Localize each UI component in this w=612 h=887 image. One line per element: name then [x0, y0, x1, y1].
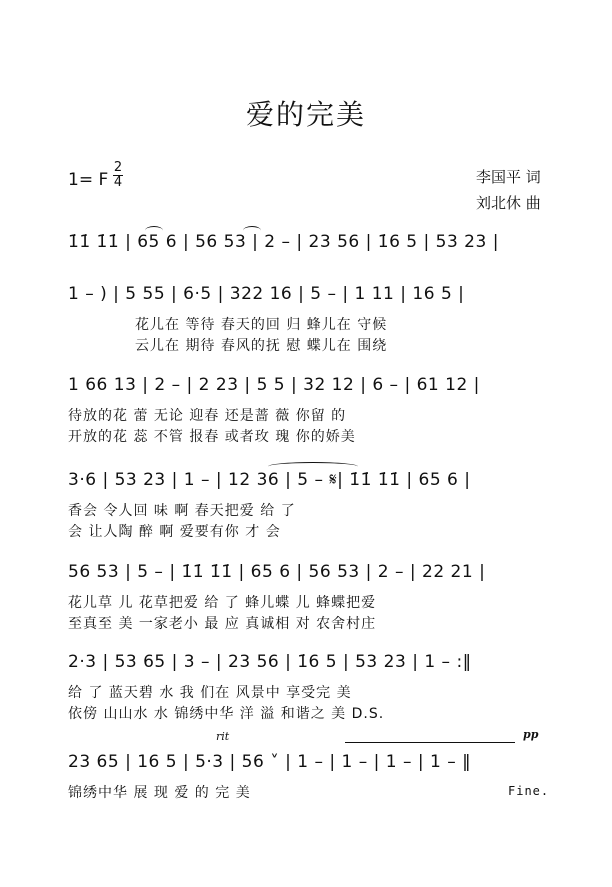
music-system-6: [0, 652, 612, 752]
notation-line: 1̇1̇ 1̇1̇ | 65 6 | 56 53 | 2 – | 23 56 | 1̇6 5 | 53 23 |: [68, 232, 499, 252]
lyrics-verse-2: 开放的花 蕊 不管 报春 或者玫 瑰 你的娇美: [68, 429, 356, 445]
tie-mark: [268, 462, 358, 471]
notation-line: 1 – ) | 5 55 | 6·5 | 322 16 | 5 – | 1 11 | 16 5 |: [68, 284, 465, 304]
slur-mark: [243, 226, 261, 235]
music-system-3: [0, 375, 612, 475]
notation-line: 2·3 | 53 65 | 3 – | 23 56 | 1̇6 5 | 53 23 | 1 – :‖: [68, 652, 472, 672]
lyrics-verse-1: 香会 令人回 味 啊 春天把爱 给 了: [68, 503, 296, 519]
time-signature: [112, 161, 124, 190]
lyrics-verse-2: 会 让人陶 醉 啊 爱要有你 才 会: [68, 524, 281, 540]
music-system-4: [0, 470, 612, 570]
lyrics-verse-1: 给 了 蓝天碧 水 我 们在 风景中 享受完 美: [68, 685, 352, 701]
time-signature-bottom: 4: [113, 175, 123, 190]
fine-marking: Fine.: [508, 784, 550, 798]
time-signature-top: 2: [113, 160, 123, 175]
lyrics-verse-2: 至真至 美 一家老小 最 应 真诚相 对 农舍村庄: [68, 616, 377, 632]
song-title: 爱的完美: [245, 98, 366, 131]
lyrics-verse-1: 锦绣中华 展 现 爱 的 完 美: [68, 785, 251, 801]
lyrics-verse-1: 花儿草 儿 花草把爱 给 了 蜂儿蝶 儿 蜂蝶把爱: [68, 595, 377, 611]
music-system-2: [0, 284, 612, 384]
lyrics-verse-2: 依傍 山山水 水 锦绣中华 洋 溢 和谐之 美 D.S.: [68, 706, 385, 722]
slur-mark: [145, 226, 163, 235]
composer-credit: 刘北休 曲: [476, 194, 541, 212]
key-signature: 1= F: [68, 170, 109, 190]
music-system-5: [0, 562, 612, 662]
notation-line: 56 53 | 5 – | 1̇1̇ 1̇1̇ | 65 6 | 56 53 | 2 – | 22 21 |: [68, 562, 486, 582]
notation-line: 23 65 | 16 5 | 5·3 | 56 ˅ | 1 – | 1 – | 1 – | 1 – ‖: [68, 752, 472, 772]
lyricist-credit: 李国平 词: [476, 168, 541, 186]
decrescendo-line: [345, 742, 515, 743]
music-system-7: [0, 728, 612, 852]
lyrics-verse-2: 云儿在 期待 春风的抚 慰 蝶儿在 围绕: [135, 338, 388, 354]
pp-marking: pp: [523, 728, 539, 741]
lyrics-verse-1: 花儿在 等待 春天的回 归 蜂儿在 守候: [135, 317, 388, 333]
rit-marking: rit: [216, 730, 230, 743]
notation-line: 1 66 13 | 2 – | 2 23 | 5 5 | 32 12 | 6 – | 61 12 |: [68, 375, 480, 395]
lyrics-verse-1: 待放的花 蕾 无论 迎春 还是蔷 薇 你留 的: [68, 408, 347, 424]
notation-line: 3·6 | 53 23 | 1 – | 12 36 | 5 – 𝄋| 1̇1̇ 1̇1̇ | 65 6 |: [68, 470, 471, 490]
